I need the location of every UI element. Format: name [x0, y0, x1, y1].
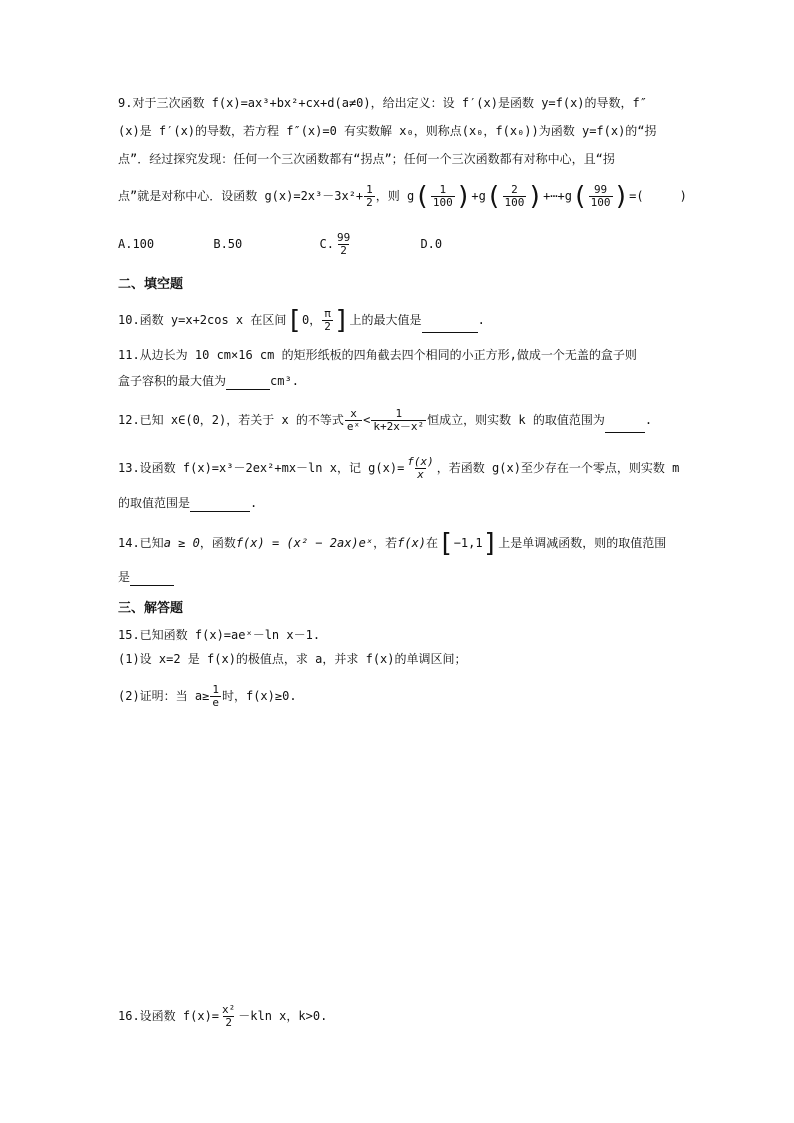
q9-options: [118, 232, 494, 257]
q9-line-4-text-a: 点”就是对称中心．设函数 g(x)=2x³－3x²+: [118, 189, 364, 203]
q10-line: [118, 305, 485, 336]
q14-text-a: 14.已知: [118, 536, 164, 550]
q15-fraction: [210, 684, 221, 709]
q14-text-c: ，若: [373, 536, 398, 550]
fraction-numerator: f(x): [407, 455, 434, 468]
q13-text-c: 的取值范围是: [118, 496, 191, 510]
q13-text-b: ，若函数 g(x)至少存在一个零点，则实数 m: [436, 461, 680, 475]
q14-line-2: [118, 568, 174, 586]
q11-answer-blank[interactable]: [226, 375, 270, 390]
q14-text-b: ，函数: [199, 536, 236, 550]
q12-text-b: 恒成立，则实数 k 的取值范围为: [427, 413, 605, 427]
fraction-numerator: x: [350, 407, 357, 420]
q16-text-a: 16.设函数 f(x)=: [118, 1009, 220, 1023]
fraction-denominator: 100: [504, 196, 525, 209]
fraction-denominator: e: [212, 696, 219, 709]
q14-condition: a ≥ 0: [163, 536, 200, 550]
q14-expression: (x² − 2ax)eˣ: [286, 536, 374, 550]
q12-line: [118, 408, 652, 433]
q15-stem: 15.已知函数 f(x)=aeˣ－ln x－1.: [118, 628, 321, 642]
q10-answer-blank[interactable]: [422, 318, 478, 333]
right-paren: ): [613, 181, 630, 212]
q14-text-e: 上是单调减函数，则的取值范围: [498, 536, 667, 550]
section-header-solutions: 三、解答题: [118, 601, 184, 616]
fraction-numerator: π: [324, 307, 331, 320]
q9-fraction-3: [589, 184, 613, 209]
q13-fraction: [405, 456, 436, 481]
fraction-numerator: 2: [511, 183, 518, 196]
q15-part-1: (1)设 x=2 是 f(x)的极值点，求 a，并求 f(x)的单调区间；: [118, 652, 467, 666]
q9-answer-paren: =( ): [629, 189, 687, 203]
q14-fx: f(x) =: [235, 536, 287, 550]
fraction-denominator: 100: [432, 196, 453, 209]
q12-fraction-2: [371, 408, 426, 433]
fraction-denominator: 2: [324, 320, 331, 333]
fraction-denominator: x: [417, 468, 424, 481]
q10-text-b: 上的最大值是: [349, 313, 422, 327]
right-paren: ): [527, 181, 544, 212]
q11-line-1: 11.从边长为 10 cm×16 cm 的矩形纸板的四角截去四个相同的小正方形,做成一个无盖的盒子则: [118, 348, 637, 362]
left-bracket: [: [438, 528, 454, 559]
q16-text-b: －kln x，k>0.: [238, 1009, 328, 1023]
q9-line-2: (x)是 f′(x)的导数，若方程 f″(x)=0 有实数解 x₀，则称点(x₀，f(x₀))为函数 y=f(x)的“拐: [118, 124, 657, 138]
left-paren: (: [414, 181, 430, 212]
q12-fraction-1: [345, 408, 362, 433]
fraction-numerator: 1: [212, 683, 219, 696]
q9-line-4: [118, 181, 687, 212]
q16-fraction: [220, 1004, 237, 1029]
q9-line-1: 9.对于三次函数 f(x)=ax³+bx²+cx+d(a≠0)，给出定义：设 f′(x)是函数 y=f(x)的导数，f″: [118, 96, 647, 110]
fraction-numerator: 99: [336, 231, 351, 244]
fraction-numerator: 1: [366, 183, 373, 196]
option-c-prefix: C.: [319, 237, 334, 251]
q16-line: [118, 1004, 327, 1029]
q14-text-f: 是: [118, 570, 131, 584]
q15-p2-text-b: 时，f(x)≥0.: [221, 689, 297, 703]
right-bracket: ]: [333, 305, 350, 336]
option-a: A.100: [118, 237, 155, 251]
q10-interval-start: 0，: [302, 313, 322, 327]
left-paren: (: [571, 181, 588, 212]
q9-fraction-1: [431, 184, 455, 209]
option-c: [320, 232, 354, 257]
q9-dots: +⋯+g: [543, 189, 572, 203]
fraction-denominator: k+2x－x²: [373, 420, 425, 433]
fraction-denominator: 100: [590, 196, 611, 209]
q13-answer-blank[interactable]: [190, 497, 250, 512]
q14-answer-blank[interactable]: [130, 571, 174, 586]
fraction-denominator: 2: [340, 244, 347, 257]
q12-answer-blank[interactable]: [605, 418, 645, 433]
section-header-fill-in: 二、填空题: [118, 277, 184, 292]
q9-plus-g: +g: [471, 189, 486, 203]
q15-part-2: [118, 684, 297, 709]
fraction-numerator: 1: [439, 183, 447, 196]
q13-end: .: [250, 496, 258, 510]
q14-interval: −1,1: [453, 536, 483, 550]
fraction-numerator: x²: [222, 1003, 236, 1016]
q14-fx-2: f(x): [397, 536, 427, 550]
left-bracket: [: [286, 305, 303, 336]
q9-line-3: 点”．经过探究发现：任何一个三次函数都有“拐点”；任何一个三次函数都有对称中心，且“拐: [118, 152, 615, 166]
q14-text-d: 在: [426, 536, 439, 550]
q15-p2-text-a: (2)证明：当 a≥: [118, 689, 210, 703]
option-b: B.50: [213, 237, 243, 251]
q13-line-1: [118, 456, 679, 481]
q12-text-a: 12.已知 x∈(0，2)，若关于 x 的不等式: [118, 413, 344, 427]
option-d: D.0: [420, 237, 443, 251]
q12-end: .: [644, 413, 653, 427]
fraction-numerator: 99: [593, 183, 608, 196]
right-paren: ): [455, 181, 472, 212]
fraction-denominator: 2: [225, 1016, 232, 1029]
q14-line-1: [118, 528, 667, 559]
q9-line-4-text-b: ，则 g: [375, 189, 415, 203]
q9-half-fraction: [364, 184, 375, 209]
fraction-numerator: 1: [395, 407, 403, 420]
fraction-denominator: eˣ: [346, 420, 361, 433]
q9-fraction-2: [503, 184, 527, 209]
fraction-denominator: 2: [366, 196, 373, 209]
left-paren: (: [485, 181, 502, 212]
q13-text-a: 13.设函数 f(x)=x³－2ex²+mx－ln x，记 g(x)=: [118, 461, 405, 475]
q13-line-2: [118, 494, 257, 512]
option-c-fraction: [335, 232, 352, 257]
q12-less-than: <: [363, 413, 371, 427]
q11-line-2: [118, 372, 299, 390]
q10-pi-fraction: [322, 308, 333, 333]
q11-text-b: cm³.: [270, 374, 299, 388]
right-bracket: ]: [482, 528, 499, 559]
q10-text-a: 10.函数 y=x+2cos x 在区间: [118, 313, 287, 327]
q11-text-a: 盒子容积的最大值为: [118, 374, 227, 388]
q10-end: .: [477, 313, 485, 327]
